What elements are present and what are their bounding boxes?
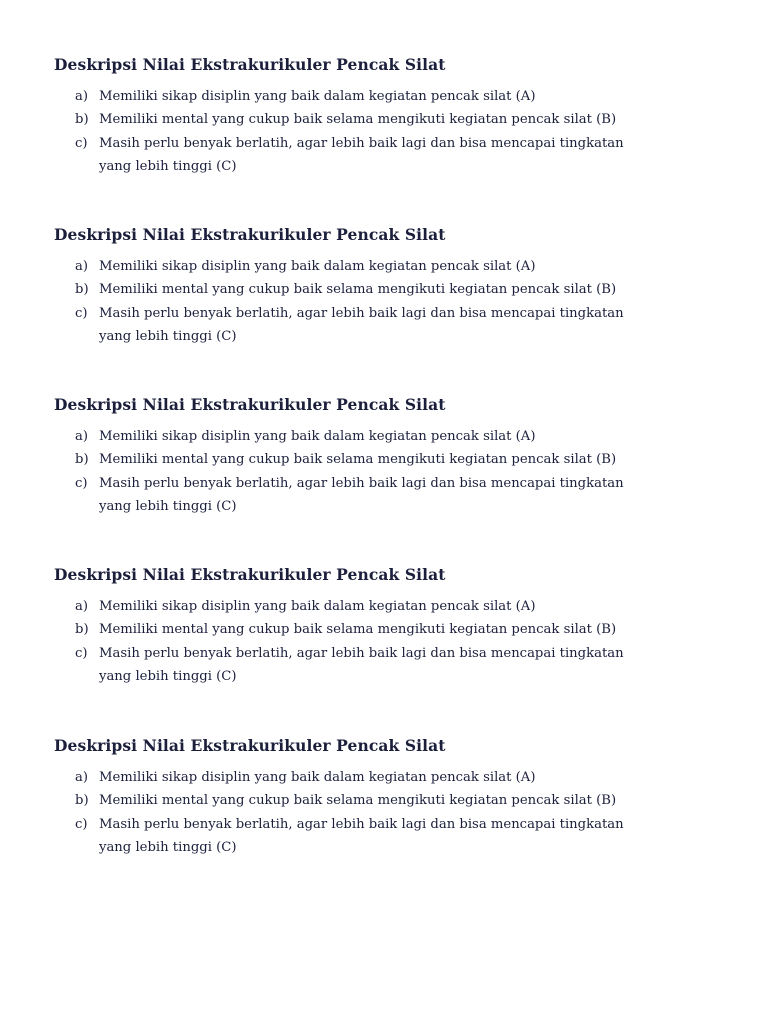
list-item-text: Memiliki sikap disiplin yang baik dalam kegiatan pencak silat (A) [99, 89, 536, 104]
list-marker: a) [75, 89, 89, 104]
list-item-text: Memiliki sikap disiplin yang baik dalam kegiatan pencak silat (A) [99, 259, 536, 274]
list-marker: a) [75, 259, 89, 274]
list-item-b [54, 618, 714, 641]
list-item-c [54, 132, 714, 179]
list-marker: c) [75, 475, 88, 491]
list-marker: c) [75, 135, 88, 151]
list-item-a [54, 766, 714, 789]
list-item-b [54, 108, 714, 131]
description-section [54, 225, 714, 348]
list-marker: b) [75, 112, 89, 128]
list-item-c [54, 472, 714, 519]
list-item-text-continued: yang lebih tinggi (C) [99, 668, 237, 684]
list-item-text: Masih perlu benyak berlatih, agar lebih baik lagi dan bisa mencapai tingkatan [99, 816, 624, 832]
list-item-text: Masih perlu benyak berlatih, agar lebih baik lagi dan bisa mencapai tingkatan [99, 645, 624, 661]
list-item-text: Masih perlu benyak berlatih, agar lebih baik lagi dan bisa mencapai tingkatan [99, 305, 624, 321]
list-item-text: Memiliki mental yang cukup baik selama mengikuti kegiatan pencak silat (B) [99, 793, 617, 809]
section-title: Deskripsi Nilai Ekstrakurikuler Pencak Silat [54, 225, 446, 244]
list-item-text-continued: yang lebih tinggi (C) [99, 328, 237, 344]
list-marker: b) [75, 793, 89, 809]
section-title: Deskripsi Nilai Ekstrakurikuler Pencak Silat [54, 565, 446, 584]
description-section [54, 736, 714, 859]
list-marker: a) [75, 770, 89, 785]
description-section [54, 565, 714, 688]
list-item-text: Memiliki mental yang cukup baik selama mengikuti kegiatan pencak silat (B) [99, 622, 617, 638]
description-section [54, 395, 714, 518]
list-item-text-continued: yang lebih tinggi (C) [99, 498, 237, 514]
list-marker: c) [75, 816, 88, 832]
list-item-text: Memiliki sikap disiplin yang baik dalam kegiatan pencak silat (A) [99, 599, 536, 614]
description-section [54, 55, 714, 178]
description-list [54, 595, 714, 688]
section-title: Deskripsi Nilai Ekstrakurikuler Pencak Silat [54, 55, 446, 74]
list-item-b [54, 448, 714, 471]
list-item-text: Memiliki mental yang cukup baik selama mengikuti kegiatan pencak silat (B) [99, 112, 617, 128]
list-marker: b) [75, 282, 89, 298]
section-title: Deskripsi Nilai Ekstrakurikuler Pencak Silat [54, 395, 446, 414]
list-item-text-continued: yang lebih tinggi (C) [99, 158, 237, 174]
list-item-c [54, 642, 714, 689]
list-marker: b) [75, 452, 89, 468]
list-item-a [54, 595, 714, 618]
list-item-text: Memiliki mental yang cukup baik selama mengikuti kegiatan pencak silat (B) [99, 452, 617, 468]
list-marker: b) [75, 622, 89, 638]
list-item-a [54, 85, 714, 108]
list-item-text: Masih perlu benyak berlatih, agar lebih baik lagi dan bisa mencapai tingkatan [99, 135, 624, 151]
list-marker: a) [75, 429, 89, 444]
description-list [54, 255, 714, 348]
description-list [54, 766, 714, 859]
list-item-text: Memiliki sikap disiplin yang baik dalam kegiatan pencak silat (A) [99, 770, 536, 785]
list-item-text-continued: yang lebih tinggi (C) [99, 839, 237, 855]
list-marker: c) [75, 305, 88, 321]
list-item-a [54, 425, 714, 448]
section-title: Deskripsi Nilai Ekstrakurikuler Pencak Silat [54, 736, 446, 755]
list-item-text: Masih perlu benyak berlatih, agar lebih baik lagi dan bisa mencapai tingkatan [99, 475, 624, 491]
list-item-b [54, 789, 714, 812]
list-item-text: Memiliki mental yang cukup baik selama mengikuti kegiatan pencak silat (B) [99, 282, 617, 298]
list-marker: c) [75, 645, 88, 661]
list-marker: a) [75, 599, 89, 614]
description-list [54, 85, 714, 178]
list-item-c [54, 813, 714, 860]
description-list [54, 425, 714, 518]
list-item-b [54, 278, 714, 301]
list-item-text: Memiliki sikap disiplin yang baik dalam kegiatan pencak silat (A) [99, 429, 536, 444]
list-item-a [54, 255, 714, 278]
list-item-c [54, 302, 714, 349]
